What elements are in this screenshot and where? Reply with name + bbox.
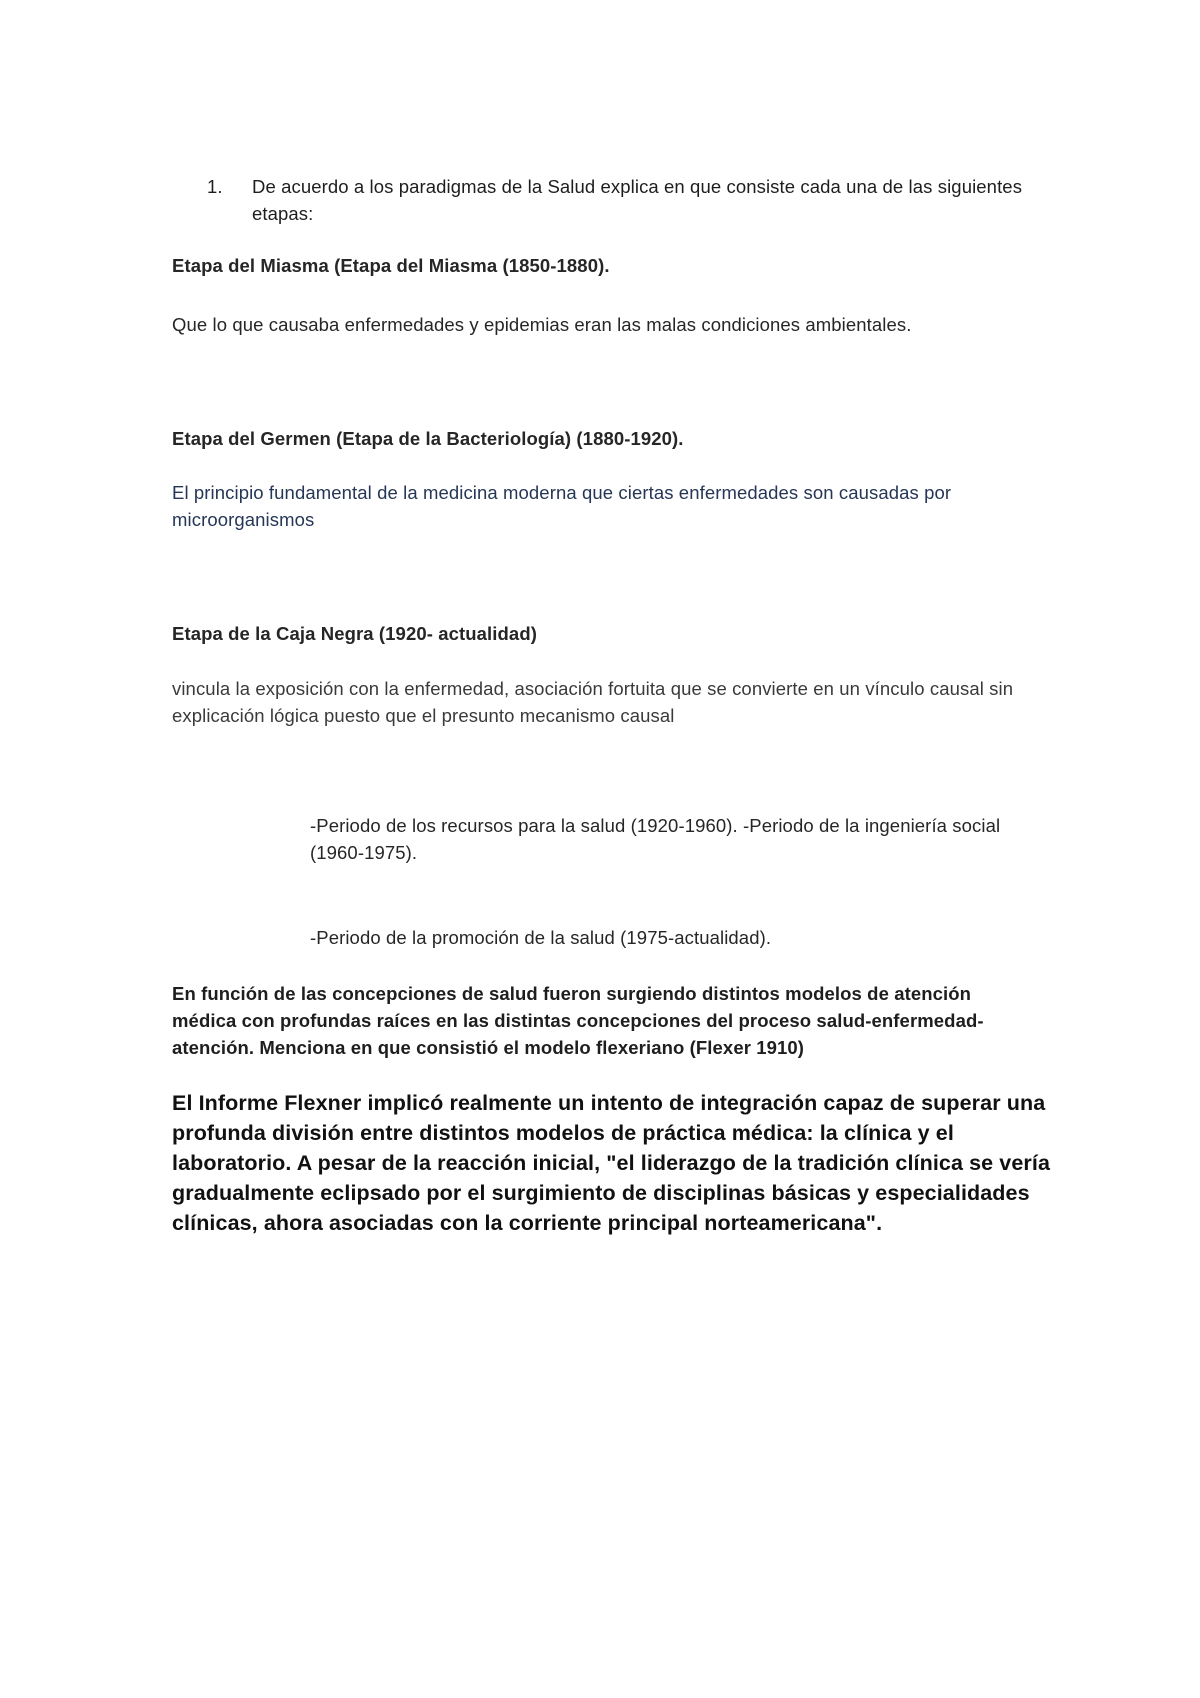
stage-miasma-heading: Etapa del Miasma (Etapa del Miasma (1850-1880). — [172, 255, 610, 276]
question-1 — [172, 173, 1032, 227]
stage-germen-answer: El principio fundamental de la medicina moderna que ciertas enfermedades son causadas por microorganismos — [172, 482, 952, 530]
flexner-question: En función de las concepciones de salud fueron surgiendo distintos modelos de atención médica con profundas raíces en las distintas concepciones del proceso salud-enfermedad-atención. Menciona en que consistió el modelo flexeriano (Flexer 1910) — [172, 983, 984, 1058]
stage-germen-heading: Etapa del Germen (Etapa de la Bacteriología) (1880-1920). — [172, 428, 684, 449]
question-1-text: De acuerdo a los paradigmas de la Salud explica en que consiste cada una de las siguientes etapas: — [252, 176, 1023, 224]
stage-caja-negra-answer: vincula la exposición con la enfermedad, asociación fortuita que se convierte en un vínculo causal sin explicación lógica puesto que el presunto mecanismo causal — [172, 678, 1014, 726]
period-promotion: -Periodo de la promoción de la salud (1975-actualidad). — [310, 927, 772, 948]
list-number: 1. — [207, 176, 223, 197]
stage-caja-negra-heading: Etapa de la Caja Negra (1920- actualidad) — [172, 623, 537, 644]
stage-miasma-answer: Que lo que causaba enfermedades y epidemias eran las malas condiciones ambientales. — [172, 314, 912, 335]
flexner-answer: El Informe Flexner implicó realmente un intento de integración capaz de superar una profunda división entre distintos modelos de práctica médica: la clínica y el laboratorio. A pesar de la reacción inicial, "el liderazgo de la tradición clínica se vería gradualmente eclipsado por el surgimiento de disciplinas básicas y especialidades clínicas, ahora asociadas con la corriente principal norteamericana". — [172, 1091, 1051, 1235]
period-resources-engineering: -Periodo de los recursos para la salud (1920-1960). -Periodo de la ingeniería social (1960-1975). — [310, 815, 1001, 863]
